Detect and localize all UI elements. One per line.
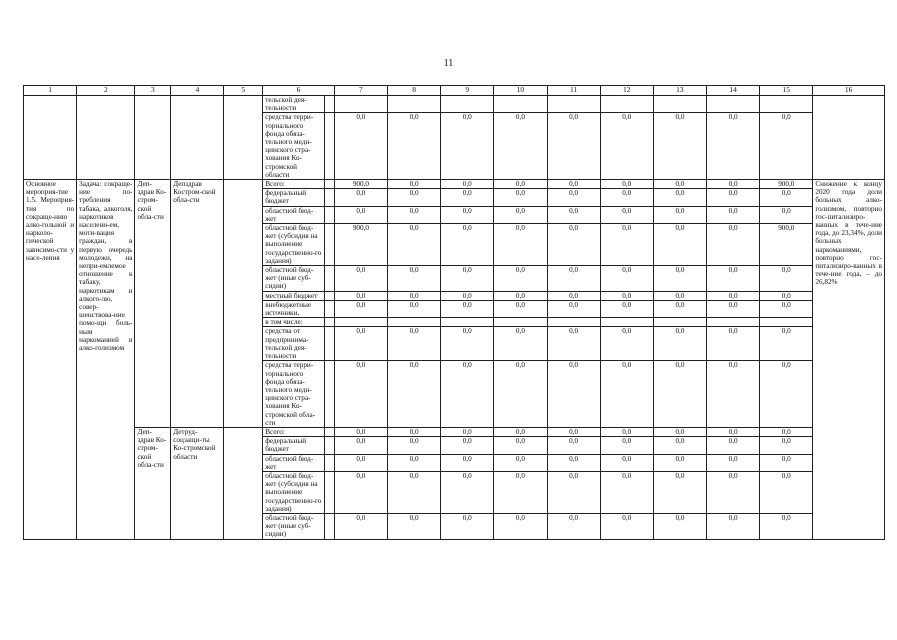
value-cell: 0,0 <box>387 189 440 206</box>
column-header: 4 <box>171 86 224 96</box>
value-cell: 0,0 <box>547 327 600 361</box>
funding-source: федеральный бюджет <box>263 189 324 206</box>
value-cell: 0,0 <box>494 266 547 292</box>
value-cell: 0,0 <box>760 266 813 292</box>
value-cell: 0,0 <box>441 361 494 428</box>
value-cell: 0,0 <box>494 291 547 300</box>
value-cell: 0,0 <box>387 300 440 317</box>
spacer-cell <box>324 180 334 189</box>
value-cell: 0,0 <box>494 427 547 436</box>
value-cell: 0,0 <box>334 113 387 180</box>
value-cell: 0,0 <box>707 300 760 317</box>
value-cell: 0,0 <box>441 224 494 266</box>
value-cell: 0,0 <box>334 427 387 436</box>
empty-cell-col4 <box>171 96 224 180</box>
spacer-cell <box>324 427 334 436</box>
spacer-cell <box>324 224 334 266</box>
value-cell: 0,0 <box>441 189 494 206</box>
value-cell: 0,0 <box>707 327 760 361</box>
value-cell: 0,0 <box>600 427 653 436</box>
funding-source: Всего: <box>263 180 324 189</box>
value-cell: 0,0 <box>600 180 653 189</box>
value-cell: 0,0 <box>387 206 440 223</box>
value-cell: 0,0 <box>653 206 706 223</box>
spacer-cell <box>324 96 334 113</box>
table-row <box>24 96 885 113</box>
column-header: 16 <box>813 86 885 96</box>
value-cell: 900,0 <box>334 224 387 266</box>
value-cell <box>494 318 547 327</box>
value-cell: 0,0 <box>707 427 760 436</box>
value-cell <box>334 318 387 327</box>
value-cell: 0,0 <box>441 427 494 436</box>
column-header: 10 <box>494 86 547 96</box>
funding-source: областной бюд-жет (субсидия на выполнение государственно-го задания) <box>263 471 324 513</box>
value-cell: 0,0 <box>494 180 547 189</box>
value-cell: 0,0 <box>387 454 440 471</box>
value-cell: 0,0 <box>494 206 547 223</box>
column-header: 9 <box>441 86 494 96</box>
value-cell: 0,0 <box>494 189 547 206</box>
value-cell: 0,0 <box>441 291 494 300</box>
value-cell: 0,0 <box>600 224 653 266</box>
responsible-executor: Деп-здрав Ко-стром-ской обла-сти <box>135 427 171 539</box>
spacer-cell <box>324 206 334 223</box>
value-cell: 0,0 <box>653 300 706 317</box>
value-cell: 0,0 <box>334 454 387 471</box>
value-cell: 0,0 <box>600 291 653 300</box>
spacer-cell <box>324 318 334 327</box>
value-cell: 0,0 <box>547 427 600 436</box>
value-cell: 0,0 <box>494 113 547 180</box>
column-header: 3 <box>135 86 171 96</box>
value-cell: 0,0 <box>387 291 440 300</box>
table-row <box>24 427 885 436</box>
funding-source: средства от предпринима-тельской дея-тельности <box>263 327 324 361</box>
spacer-cell <box>324 189 334 206</box>
value-cell <box>760 96 813 113</box>
value-cell: 0,0 <box>334 361 387 428</box>
value-cell <box>653 318 706 327</box>
value-cell: 0,0 <box>387 224 440 266</box>
value-cell: 0,0 <box>547 266 600 292</box>
value-cell <box>653 96 706 113</box>
task-description: Задача: сокраще-ние по-требления табака, алкоголя, наркотиков населени-ем, моти-вация граждан, в первую очередь молодежи, на непри-емлемое отношение к табаку, наркотикам и алкого-лю, совер-шенствова-ние помо-щи боль-ным наркоманией и алко-голизмом <box>77 180 135 540</box>
value-cell: 0,0 <box>547 206 600 223</box>
column-header: 8 <box>387 86 440 96</box>
value-cell: 0,0 <box>600 361 653 428</box>
value-cell: 0,0 <box>653 266 706 292</box>
value-cell <box>600 318 653 327</box>
value-cell <box>600 96 653 113</box>
value-cell: 0,0 <box>760 113 813 180</box>
value-cell <box>547 96 600 113</box>
value-cell: 0,0 <box>441 471 494 513</box>
value-cell: 0,0 <box>547 437 600 454</box>
value-cell: 0,0 <box>707 266 760 292</box>
value-cell: 0,0 <box>653 327 706 361</box>
value-cell: 0,0 <box>653 427 706 436</box>
value-cell <box>441 96 494 113</box>
value-cell: 0,0 <box>494 437 547 454</box>
value-cell: 0,0 <box>707 189 760 206</box>
value-cell: 0,0 <box>600 471 653 513</box>
value-cell: 0,0 <box>547 361 600 428</box>
value-cell: 0,0 <box>600 513 653 539</box>
value-cell: 0,0 <box>547 224 600 266</box>
value-cell: 0,0 <box>760 206 813 223</box>
spacer-cell <box>324 471 334 513</box>
value-cell: 0,0 <box>547 291 600 300</box>
value-cell: 0,0 <box>707 180 760 189</box>
spacer-cell <box>324 327 334 361</box>
value-cell: 0,0 <box>547 300 600 317</box>
value-cell: 0,0 <box>707 513 760 539</box>
value-cell <box>547 318 600 327</box>
spacer-cell <box>324 454 334 471</box>
value-cell: 900,0 <box>334 180 387 189</box>
value-cell: 0,0 <box>334 206 387 223</box>
spacer-cell <box>324 291 334 300</box>
spacer-cell <box>324 361 334 428</box>
value-cell: 0,0 <box>760 437 813 454</box>
value-cell <box>334 96 387 113</box>
funding-source: местный бюджет <box>263 291 324 300</box>
value-cell: 0,0 <box>387 180 440 189</box>
value-cell: 0,0 <box>387 513 440 539</box>
co-executor: Депздрав Костром-ской обла-сти <box>171 180 224 428</box>
value-cell <box>707 96 760 113</box>
value-cell: 0,0 <box>760 189 813 206</box>
budget-table <box>23 85 885 540</box>
value-cell: 0,0 <box>760 300 813 317</box>
value-cell: 0,0 <box>547 454 600 471</box>
value-cell: 0,0 <box>441 266 494 292</box>
spacer-cell <box>324 300 334 317</box>
responsible-executor: Деп-здрав Ко-стром-ской обла-сти <box>135 180 171 428</box>
empty-cell-col16 <box>813 96 885 180</box>
value-cell: 0,0 <box>494 471 547 513</box>
column-header: 1 <box>24 86 77 96</box>
value-cell: 0,0 <box>334 266 387 292</box>
funding-source: Всего: <box>263 427 324 436</box>
value-cell: 0,0 <box>653 437 706 454</box>
empty-cell-col2 <box>77 96 135 180</box>
value-cell: 0,0 <box>600 437 653 454</box>
value-cell: 0,0 <box>707 206 760 223</box>
value-cell: 0,0 <box>441 206 494 223</box>
funding-source: тельской дея-тельности <box>263 96 324 113</box>
value-cell: 0,0 <box>653 361 706 428</box>
value-cell: 0,0 <box>707 291 760 300</box>
value-cell: 0,0 <box>494 224 547 266</box>
value-cell: 0,0 <box>547 180 600 189</box>
value-cell: 0,0 <box>760 471 813 513</box>
expected-result: Снижение к концу 2020 года доли больных алко-голизмом, повторно гос-питализиро-ванных в тече-ние года, до 23,34%, доли больных наркоманиями, повторно гос-питализиро-ванных в тече-ние года, – до 26,82% <box>813 180 885 540</box>
value-cell: 0,0 <box>760 427 813 436</box>
co-executor: Детруд-соцзащи-ты Ко-стромской области <box>171 427 224 539</box>
value-cell: 0,0 <box>653 513 706 539</box>
value-cell: 0,0 <box>653 454 706 471</box>
value-cell: 0,0 <box>547 471 600 513</box>
column-header: 11 <box>547 86 600 96</box>
table-row <box>24 180 885 189</box>
value-cell: 0,0 <box>600 206 653 223</box>
value-cell: 0,0 <box>441 437 494 454</box>
value-cell: 0,0 <box>494 361 547 428</box>
column-header: 12 <box>600 86 653 96</box>
column-header: 6 <box>263 86 335 96</box>
funding-source: областной бюд-жет <box>263 206 324 223</box>
value-cell: 0,0 <box>760 513 813 539</box>
value-cell: 0,0 <box>600 300 653 317</box>
spacer-cell <box>324 113 334 180</box>
value-cell: 0,0 <box>547 189 600 206</box>
value-cell: 0,0 <box>707 471 760 513</box>
value-cell: 0,0 <box>387 266 440 292</box>
value-cell <box>707 318 760 327</box>
value-cell: 0,0 <box>547 113 600 180</box>
value-cell: 900,0 <box>760 180 813 189</box>
value-cell: 0,0 <box>707 361 760 428</box>
funding-source: областной бюд-жет (иные суб-сидии) <box>263 513 324 539</box>
value-cell: 0,0 <box>441 454 494 471</box>
value-cell: 0,0 <box>707 437 760 454</box>
empty-cell-col5 <box>224 180 263 428</box>
value-cell: 0,0 <box>707 224 760 266</box>
value-cell: 0,0 <box>600 327 653 361</box>
value-cell: 0,0 <box>653 471 706 513</box>
value-cell: 0,0 <box>494 300 547 317</box>
header-row <box>24 86 885 96</box>
value-cell: 0,0 <box>707 454 760 471</box>
empty-cell-col3 <box>135 96 171 180</box>
value-cell: 0,0 <box>760 327 813 361</box>
column-header: 5 <box>224 86 263 96</box>
empty-cell-col1 <box>24 96 77 180</box>
value-cell: 0,0 <box>494 513 547 539</box>
value-cell: 0,0 <box>334 513 387 539</box>
value-cell: 0,0 <box>387 471 440 513</box>
value-cell <box>441 318 494 327</box>
value-cell: 0,0 <box>653 113 706 180</box>
value-cell: 0,0 <box>600 266 653 292</box>
value-cell: 0,0 <box>387 361 440 428</box>
column-header: 15 <box>760 86 813 96</box>
value-cell: 900,0 <box>760 224 813 266</box>
funding-source: в том числе: <box>263 318 324 327</box>
value-cell: 0,0 <box>760 291 813 300</box>
value-cell: 0,0 <box>441 327 494 361</box>
value-cell: 0,0 <box>334 471 387 513</box>
spacer-cell <box>324 437 334 454</box>
page-number: 11 <box>443 58 454 69</box>
value-cell: 0,0 <box>334 300 387 317</box>
column-header: 2 <box>77 86 135 96</box>
value-cell: 0,0 <box>387 427 440 436</box>
value-cell: 0,0 <box>494 454 547 471</box>
value-cell <box>760 318 813 327</box>
value-cell: 0,0 <box>760 454 813 471</box>
value-cell: 0,0 <box>441 180 494 189</box>
value-cell: 0,0 <box>653 180 706 189</box>
value-cell: 0,0 <box>600 113 653 180</box>
funding-source: областной бюд-жет (субсидия на выполнение государственно-го задания) <box>263 224 324 266</box>
activity-name: Основное мероприя-тие 1.5. Мероприя-тия по сокраще-нию алко-гольной и нарколо-гической зависимо-сти у насе-ления <box>24 180 77 540</box>
value-cell: 0,0 <box>387 437 440 454</box>
spacer-cell <box>324 513 334 539</box>
value-cell: 0,0 <box>387 327 440 361</box>
funding-source: средства терри-ториального фонда обяза-тельного меди-цинского стра-хования Ко-стромской обла-сти <box>263 361 324 428</box>
value-cell <box>387 96 440 113</box>
value-cell: 0,0 <box>387 113 440 180</box>
funding-source: внебюджетные источники, <box>263 300 324 317</box>
value-cell: 0,0 <box>600 189 653 206</box>
value-cell <box>387 318 440 327</box>
value-cell: 0,0 <box>334 189 387 206</box>
value-cell: 0,0 <box>334 291 387 300</box>
value-cell: 0,0 <box>707 113 760 180</box>
value-cell: 0,0 <box>494 327 547 361</box>
value-cell: 0,0 <box>441 513 494 539</box>
value-cell: 0,0 <box>441 300 494 317</box>
funding-source: областной бюд-жет <box>263 454 324 471</box>
value-cell: 0,0 <box>441 113 494 180</box>
column-header: 14 <box>707 86 760 96</box>
value-cell: 0,0 <box>653 224 706 266</box>
value-cell <box>494 96 547 113</box>
funding-source: федеральный бюджет <box>263 437 324 454</box>
value-cell: 0,0 <box>547 513 600 539</box>
column-header: 7 <box>334 86 387 96</box>
value-cell: 0,0 <box>600 454 653 471</box>
value-cell: 0,0 <box>653 189 706 206</box>
funding-source: областной бюд-жет (иные суб-сидии) <box>263 266 324 292</box>
empty-cell-col5 <box>224 96 263 180</box>
value-cell: 0,0 <box>334 437 387 454</box>
empty-cell-col5 <box>224 427 263 539</box>
funding-source: средства терри-ториального фонда обяза-тельного меди-цинского стра-хования Ко-стромской области <box>263 113 324 180</box>
value-cell: 0,0 <box>653 291 706 300</box>
spacer-cell <box>324 266 334 292</box>
column-header: 13 <box>653 86 706 96</box>
value-cell: 0,0 <box>760 361 813 428</box>
value-cell: 0,0 <box>334 327 387 361</box>
